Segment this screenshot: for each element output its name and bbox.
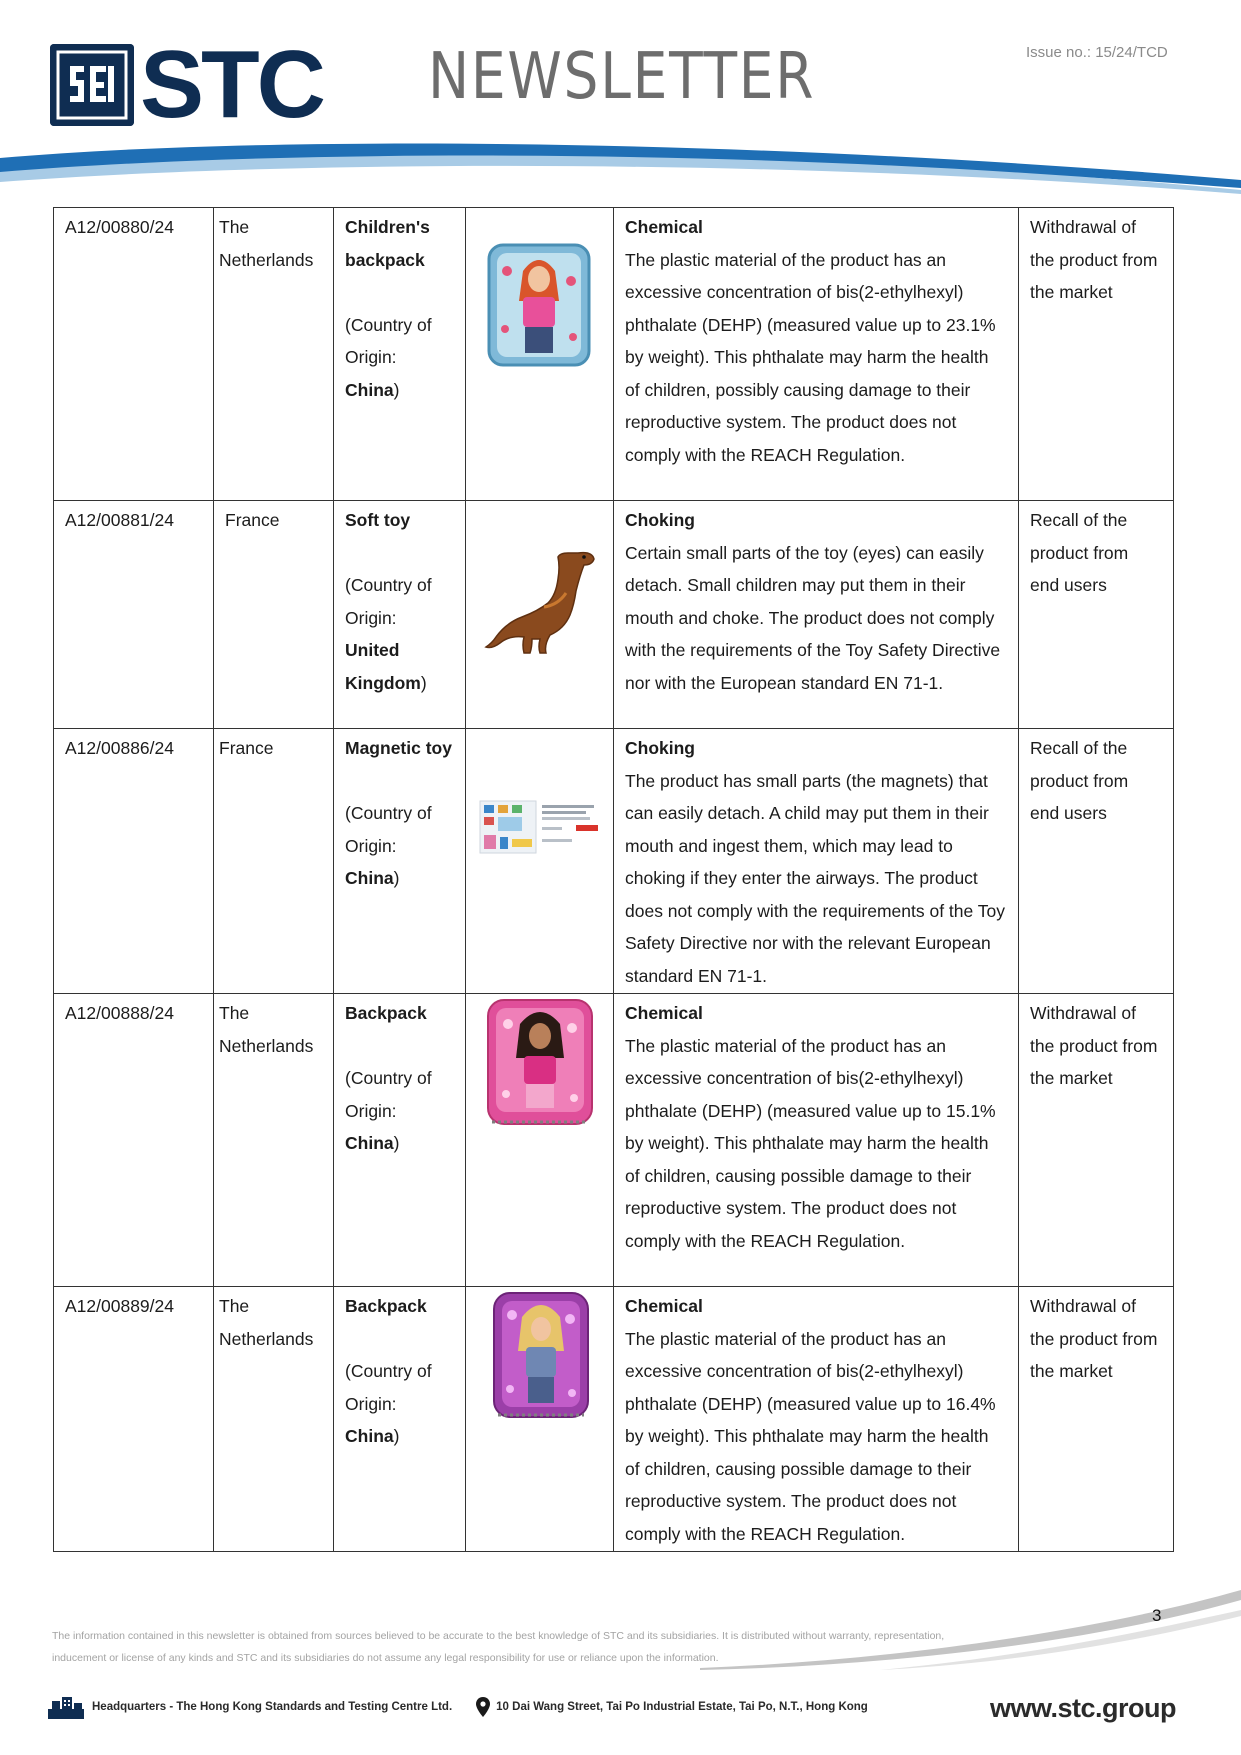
product-cell: Backpack (Country of Origin: China) xyxy=(334,1287,466,1552)
table-row xyxy=(54,994,1174,1287)
product-name: Backpack xyxy=(345,1003,427,1023)
risk-description-cell xyxy=(614,994,1019,1287)
notifying-country: France xyxy=(214,501,334,729)
table-row xyxy=(54,1287,1174,1552)
notification-id: A12/00889/24 xyxy=(54,1287,214,1552)
notifying-country: France xyxy=(214,729,334,994)
origin-country: China xyxy=(345,868,394,888)
risk-description-cell xyxy=(614,501,1019,729)
magnetic-toy-listing-icon xyxy=(478,799,602,855)
risk-description-cell xyxy=(614,729,1019,994)
notifying-country: The Netherlands xyxy=(214,994,334,1287)
product-image-cell xyxy=(466,501,614,729)
measure-taken: Withdrawal of the product from the market xyxy=(1019,208,1174,501)
risk-type: Choking xyxy=(625,738,695,758)
recall-table xyxy=(53,207,1174,1552)
product-cell: Soft toy (Country of Origin: United Kingdom) xyxy=(334,501,466,729)
risk-description: The plastic material of the product has an excessive concentration of bis(2-ethylhexyl) phthalate (DEHP) (measured value up to 15.1% by weight). This phthalate may harm the health of children, causing possible damage to their reproductive system. The product does not comply with the REACH Regulation. xyxy=(625,1035,996,1251)
dinosaur-toy-icon xyxy=(484,547,600,659)
risk-type: Chemical xyxy=(625,1003,703,1023)
product-name: Soft toy xyxy=(345,510,411,530)
header-swoosh xyxy=(0,136,1241,196)
origin-country: United Kingdom xyxy=(345,640,421,693)
product-cell: Backpack (Country of Origin: China) xyxy=(334,994,466,1287)
risk-description: The plastic material of the product has an excessive concentration of bis(2-ethylhexyl) phthalate (DEHP) (measured value up to 16.4% by weight). This phthalate may harm the health of children, causing possible damage to their reproductive system. The product does not comply with the REACH Regulation. xyxy=(625,1328,996,1544)
risk-description: Certain small parts of the toy (eyes) can easily detach. Small children may put them in their mouth and choke. The product does not comply with the requirements of the Toy Safety Directive nor with the European standard EN 71-1. xyxy=(625,542,1001,693)
origin-label: (Country of Origin: xyxy=(345,1361,432,1414)
stc-logo-mark xyxy=(50,44,134,126)
product-name: Magnetic toy xyxy=(345,738,452,758)
risk-type: Choking xyxy=(625,510,695,530)
measure-taken: Withdrawal of the product from the market xyxy=(1019,994,1174,1287)
notification-id: A12/00880/24 xyxy=(54,208,214,501)
product-cell: Magnetic toy (Country of Origin: China) xyxy=(334,729,466,994)
origin-country: China xyxy=(345,379,394,400)
stc-logo-word: STC xyxy=(140,31,323,138)
product-image-cell xyxy=(466,1287,614,1552)
product-image-cell xyxy=(466,208,614,501)
product-name: Children's backpack xyxy=(345,217,430,270)
origin-label: (Country of Origin: xyxy=(345,575,432,628)
newsletter-title: NEWSLETTER xyxy=(428,40,816,114)
origin-country: China xyxy=(345,1426,394,1446)
table-row xyxy=(54,501,1174,729)
measure-taken: Recall of the product from end users xyxy=(1019,501,1174,729)
backpack-girl-pink-icon xyxy=(486,998,594,1128)
risk-type: Chemical xyxy=(625,217,703,237)
location-pin-icon xyxy=(476,1697,490,1717)
notifying-country: The Netherlands xyxy=(214,1287,334,1552)
headquarters-text: Headquarters - The Hong Kong Standards and Testing Centre Ltd. xyxy=(92,1701,453,1713)
risk-description: The plastic material of the product has an excessive concentration of bis(2-ethylhexyl) phthalate (DEHP) (measured value up to 23.1% by weight). This phthalate may harm the health of children, possibly causing damage to their reproductive system. The product does not comply with the REACH Regulation. xyxy=(625,249,996,465)
address-text: 10 Dai Wang Street, Tai Po Industrial Estate, Tai Po, N.T., Hong Kong xyxy=(496,1701,868,1713)
notification-id: A12/00881/24 xyxy=(54,501,214,729)
risk-description-cell xyxy=(614,1287,1019,1552)
risk-type: Chemical xyxy=(625,1296,703,1316)
origin-label: (Country of Origin: xyxy=(345,1068,432,1121)
risk-description-cell xyxy=(614,208,1019,501)
disclaimer-text: The information contained in this newsletter is obtained from sources believed to be accurate to the best knowledge of STC and its subsidiaries. It is distributed without warranty, representation, inducement or license of any kinds and STC and its subsidiaries do not assume any legal responsibility for use or reliance upon the information. xyxy=(52,1630,945,1664)
origin-country: China xyxy=(345,1133,394,1153)
headquarters-building-icon xyxy=(48,1695,84,1719)
product-name: Backpack xyxy=(345,1296,427,1316)
product-image-cell xyxy=(466,994,614,1287)
page-number: 3 xyxy=(1152,1606,1162,1625)
measure-taken: Recall of the product from end users xyxy=(1019,729,1174,994)
table-row xyxy=(54,208,1174,501)
stc-monogram-icon xyxy=(50,44,134,126)
notification-id: A12/00888/24 xyxy=(54,994,214,1287)
product-cell: Children's backpack (Country of Origin: China) xyxy=(334,208,466,501)
risk-description: The product has small parts (the magnets) that can easily detach. A child may put them in their mouth and ingest them, which may lead to choking if they enter the airways. The product does not comply with the requirements of the Toy Safety Directive nor with the relevant European standard EN 71-1. xyxy=(625,770,1006,986)
issue-number: Issue no.: 15/24/TCD xyxy=(1026,44,1168,61)
backpack-girl-blue-icon xyxy=(487,241,591,369)
backpack-girl-purple-icon xyxy=(492,1291,590,1421)
notification-id: A12/00886/24 xyxy=(54,729,214,994)
notifying-country: The Netherlands xyxy=(214,208,334,501)
table-row xyxy=(54,729,1174,994)
origin-label: (Country of Origin: xyxy=(345,314,432,367)
product-image-cell xyxy=(466,729,614,994)
stc-logo xyxy=(50,31,323,138)
origin-label: (Country of Origin: xyxy=(345,803,432,856)
measure-taken: Withdrawal of the product from the market xyxy=(1019,1287,1174,1552)
website-link[interactable]: www.stc.group xyxy=(990,1693,1177,1723)
